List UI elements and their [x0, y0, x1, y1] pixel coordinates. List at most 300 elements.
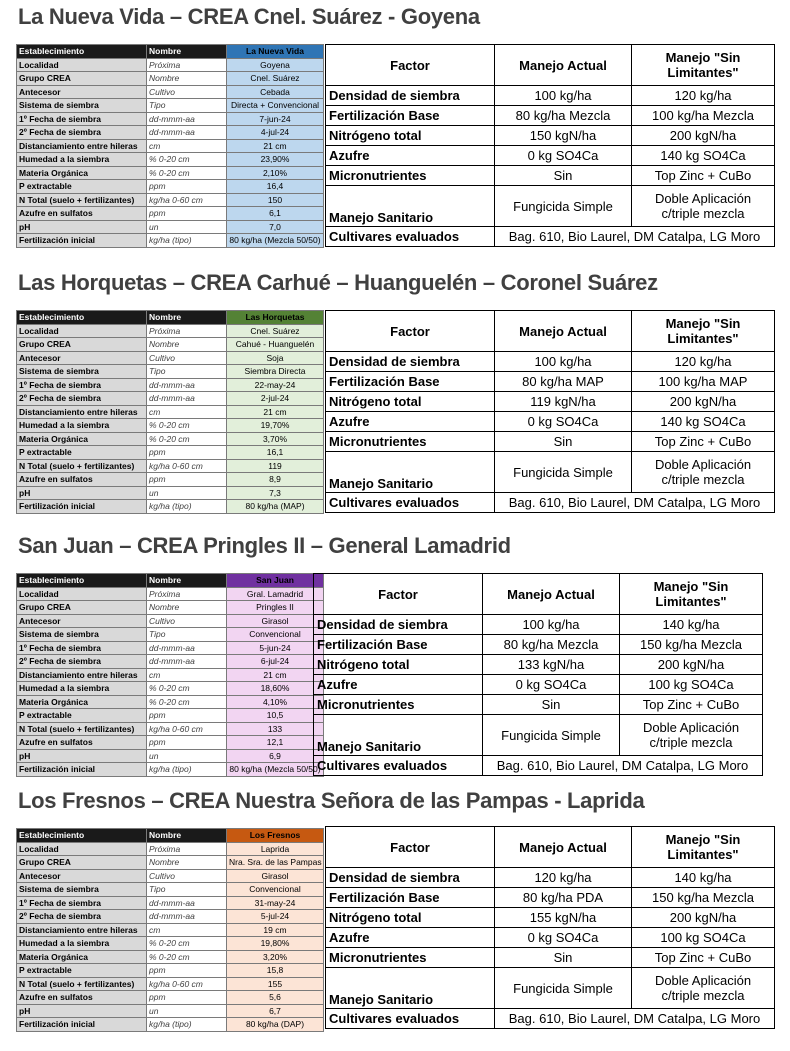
factor-label: Manejo Sanitario	[326, 452, 495, 493]
parameter-value: 155	[227, 977, 324, 991]
table-header-row	[326, 45, 775, 86]
table-row	[17, 1018, 324, 1032]
current-management-value: 150 kgN/ha	[495, 126, 632, 146]
table-header-row	[17, 829, 324, 843]
parameter-label: pH	[17, 220, 147, 234]
current-management-value: 0 kg SO4Ca	[483, 675, 620, 695]
parameter-label: Distanciamiento entre hileras	[17, 139, 147, 153]
parameter-value: 19 cm	[227, 923, 324, 937]
unit-label: Tipo	[147, 628, 227, 642]
management-comparison-table	[325, 310, 775, 513]
factor-label: Densidad de siembra	[326, 868, 495, 888]
parameter-label: Distanciamiento entre hileras	[17, 405, 147, 419]
factor-label: Cultivares evaluados	[314, 756, 483, 776]
table-row	[326, 948, 775, 968]
unit-label: Tipo	[147, 365, 227, 379]
parameter-value: 2-jul-24	[227, 392, 324, 406]
no-limits-value: 140 kg SO4Ca	[632, 412, 775, 432]
unit-label: dd-mmm-aa	[147, 896, 227, 910]
parameter-label: Antecesor	[17, 869, 147, 883]
unit-label: Tipo	[147, 883, 227, 897]
unit-label: ppm	[147, 473, 227, 487]
current-management-value: Sin	[495, 166, 632, 186]
unit-label: kg/ha (tipo)	[147, 763, 227, 777]
no-limits-value: 120 kg/ha	[632, 86, 775, 106]
current-management-value: 80 kg/ha MAP	[495, 372, 632, 392]
site-characteristics-table	[16, 310, 324, 514]
table-header-row	[17, 574, 324, 588]
table-row	[17, 749, 324, 763]
management-comparison-table	[313, 573, 763, 776]
table-row	[17, 950, 324, 964]
parameter-value: 6,1	[227, 207, 324, 221]
parameter-value: 22-may-24	[227, 378, 324, 392]
table-row	[17, 883, 324, 897]
table-row	[314, 715, 763, 756]
factor-label: Densidad de siembra	[314, 615, 483, 635]
table-row	[326, 908, 775, 928]
table-row	[326, 412, 775, 432]
parameter-label: Humedad a la siembra	[17, 937, 147, 951]
table-row	[17, 587, 324, 601]
section-title: San Juan – CREA Pringles II – General Lamadrid	[18, 533, 511, 558]
header-cell: Manejo "Sin Limitantes"	[632, 45, 775, 86]
table-row	[17, 1004, 324, 1018]
table-row	[17, 180, 324, 194]
unit-label: Cultivo	[147, 614, 227, 628]
current-management-value: 0 kg SO4Ca	[495, 412, 632, 432]
parameter-label: Localidad	[17, 58, 147, 72]
no-limits-value: Doble Aplicación c/triple mezcla	[632, 186, 775, 227]
current-management-value: 0 kg SO4Ca	[495, 146, 632, 166]
parameter-value: Cnel. Suárez	[227, 324, 324, 338]
parameter-label: Sistema de siembra	[17, 883, 147, 897]
unit-label: ppm	[147, 446, 227, 460]
parameter-value: 21 cm	[227, 668, 324, 682]
table-row	[17, 614, 324, 628]
table-row	[17, 628, 324, 642]
table-row	[17, 869, 324, 883]
factor-label: Nitrógeno total	[326, 126, 495, 146]
no-limits-value: Top Zinc + CuBo	[632, 166, 775, 186]
parameter-value: Nra. Sra. de las Pampas	[227, 856, 324, 870]
no-limits-value: 120 kg/ha	[632, 352, 775, 372]
parameter-label: Distanciamiento entre hileras	[17, 668, 147, 682]
cultivars-value: Bag. 610, Bio Laurel, DM Catalpa, LG Moro	[495, 1009, 775, 1029]
parameter-value: 7,3	[227, 486, 324, 500]
parameter-label: Materia Orgánica	[17, 695, 147, 709]
table-row	[314, 675, 763, 695]
parameter-value: 18,60%	[227, 682, 324, 696]
factor-label: Azufre	[326, 146, 495, 166]
table-row	[17, 220, 324, 234]
factor-label: Azufre	[326, 412, 495, 432]
parameter-value: 19,80%	[227, 937, 324, 951]
current-management-value: 100 kg/ha	[483, 615, 620, 635]
header-cell: Manejo Actual	[495, 45, 632, 86]
factor-label: Nitrógeno total	[326, 392, 495, 412]
establishment-name-cell: San Juan	[227, 574, 324, 588]
no-limits-value: 140 kg/ha	[632, 868, 775, 888]
unit-label: Nombre	[147, 338, 227, 352]
parameter-label: Localidad	[17, 587, 147, 601]
parameter-label: Humedad a la siembra	[17, 153, 147, 167]
no-limits-value: 200 kgN/ha	[632, 126, 775, 146]
factor-label: Azufre	[326, 928, 495, 948]
parameter-value: 23,90%	[227, 153, 324, 167]
unit-label: kg/ha (tipo)	[147, 1018, 227, 1032]
no-limits-value: 200 kgN/ha	[620, 655, 763, 675]
header-cell: Factor	[314, 574, 483, 615]
factor-label: Micronutrientes	[314, 695, 483, 715]
factor-label: Manejo Sanitario	[326, 968, 495, 1009]
unit-label: dd-mmm-aa	[147, 112, 227, 126]
header-cell: Nombre	[147, 829, 227, 843]
table-row	[17, 937, 324, 951]
unit-label: kg/ha 0-60 cm	[147, 193, 227, 207]
parameter-value: 21 cm	[227, 139, 324, 153]
header-cell: Establecimiento	[17, 574, 147, 588]
parameter-label: Humedad a la siembra	[17, 419, 147, 433]
factor-label: Densidad de siembra	[326, 352, 495, 372]
table-row	[17, 166, 324, 180]
table-header-row	[326, 827, 775, 868]
parameter-label: pH	[17, 486, 147, 500]
parameter-label: 2º Fecha de siembra	[17, 910, 147, 924]
parameter-label: 1º Fecha de siembra	[17, 378, 147, 392]
parameter-label: Azufre en sulfatos	[17, 473, 147, 487]
unit-label: % 0-20 cm	[147, 166, 227, 180]
table-row	[17, 964, 324, 978]
table-row	[314, 756, 763, 776]
no-limits-value: 150 kg/ha Mezcla	[620, 635, 763, 655]
parameter-label: Fertilización inicial	[17, 234, 147, 248]
table-row	[17, 896, 324, 910]
unit-label: % 0-20 cm	[147, 695, 227, 709]
header-cell: Nombre	[147, 574, 227, 588]
parameter-value: 80 kg/ha (MAP)	[227, 500, 324, 514]
parameter-value: 3,20%	[227, 950, 324, 964]
parameter-value: Soja	[227, 351, 324, 365]
site-section	[0, 4, 790, 259]
unit-label: dd-mmm-aa	[147, 655, 227, 669]
parameter-label: Localidad	[17, 324, 147, 338]
unit-label: dd-mmm-aa	[147, 392, 227, 406]
current-management-value: 0 kg SO4Ca	[495, 928, 632, 948]
unit-label: un	[147, 486, 227, 500]
parameter-value: 6,9	[227, 749, 324, 763]
no-limits-value: 100 kg/ha Mezcla	[632, 106, 775, 126]
parameter-value: 19,70%	[227, 419, 324, 433]
unit-label: kg/ha 0-60 cm	[147, 459, 227, 473]
current-management-value: Fungicida Simple	[495, 452, 632, 493]
current-management-value: 80 kg/ha PDA	[495, 888, 632, 908]
table-row	[326, 392, 775, 412]
parameter-label: Azufre en sulfatos	[17, 736, 147, 750]
parameter-value: Pringles II	[227, 601, 324, 615]
current-management-value: Fungicida Simple	[495, 968, 632, 1009]
table-row	[17, 695, 324, 709]
parameter-label: P extractable	[17, 964, 147, 978]
parameter-label: 2º Fecha de siembra	[17, 655, 147, 669]
factor-label: Manejo Sanitario	[314, 715, 483, 756]
table-row	[17, 234, 324, 248]
no-limits-value: Doble Aplicación c/triple mezcla	[632, 968, 775, 1009]
parameter-value: 16,4	[227, 180, 324, 194]
table-row	[17, 977, 324, 991]
table-row	[17, 655, 324, 669]
table-row	[17, 923, 324, 937]
unit-label: un	[147, 749, 227, 763]
table-row	[314, 695, 763, 715]
table-row	[17, 736, 324, 750]
parameter-label: P extractable	[17, 709, 147, 723]
parameter-value: 150	[227, 193, 324, 207]
parameter-value: Convencional	[227, 628, 324, 642]
table-row	[314, 655, 763, 675]
parameter-value: 4,10%	[227, 695, 324, 709]
table-row	[314, 615, 763, 635]
no-limits-value: Top Zinc + CuBo	[632, 432, 775, 452]
unit-label: kg/ha (tipo)	[147, 234, 227, 248]
table-row	[17, 668, 324, 682]
factor-label: Micronutrientes	[326, 432, 495, 452]
parameter-label: Antecesor	[17, 614, 147, 628]
table-row	[326, 928, 775, 948]
table-row	[17, 207, 324, 221]
unit-label: cm	[147, 405, 227, 419]
management-comparison-table	[325, 826, 775, 1029]
section-title: La Nueva Vida – CREA Cnel. Suárez - Goyena	[18, 4, 480, 29]
table-row	[326, 888, 775, 908]
table-row	[17, 459, 324, 473]
unit-label: Cultivo	[147, 85, 227, 99]
header-cell: Establecimiento	[17, 311, 147, 325]
site-characteristics-table	[16, 44, 324, 248]
parameter-label: Azufre en sulfatos	[17, 991, 147, 1005]
header-cell: Manejo "Sin Limitantes"	[632, 827, 775, 868]
unit-label: ppm	[147, 207, 227, 221]
table-row	[17, 72, 324, 86]
unit-label: Cultivo	[147, 351, 227, 365]
parameter-value: 7-jun-24	[227, 112, 324, 126]
unit-label: Próxima	[147, 842, 227, 856]
establishment-name-cell: Las Horquetas	[227, 311, 324, 325]
unit-label: % 0-20 cm	[147, 682, 227, 696]
table-row	[17, 99, 324, 113]
table-row	[17, 58, 324, 72]
table-row	[17, 446, 324, 460]
parameter-label: N Total (suelo + fertilizantes)	[17, 722, 147, 736]
parameter-label: N Total (suelo + fertilizantes)	[17, 193, 147, 207]
parameter-label: Humedad a la siembra	[17, 682, 147, 696]
parameter-label: Grupo CREA	[17, 856, 147, 870]
table-row	[17, 473, 324, 487]
table-row	[17, 85, 324, 99]
header-cell: Manejo Actual	[483, 574, 620, 615]
header-cell: Establecimiento	[17, 45, 147, 59]
current-management-value: 133 kgN/ha	[483, 655, 620, 675]
parameter-label: N Total (suelo + fertilizantes)	[17, 459, 147, 473]
unit-label: cm	[147, 668, 227, 682]
table-header-row	[17, 45, 324, 59]
header-cell: Manejo "Sin Limitantes"	[620, 574, 763, 615]
site-section	[0, 788, 790, 1043]
parameter-value: 31-may-24	[227, 896, 324, 910]
table-row	[17, 641, 324, 655]
unit-label: dd-mmm-aa	[147, 641, 227, 655]
no-limits-value: 100 kg SO4Ca	[632, 928, 775, 948]
parameter-label: pH	[17, 1004, 147, 1018]
table-row	[17, 392, 324, 406]
table-row	[326, 968, 775, 1009]
table-row	[17, 601, 324, 615]
table-row	[17, 709, 324, 723]
parameter-value: 133	[227, 722, 324, 736]
table-row	[326, 1009, 775, 1029]
no-limits-value: 150 kg/ha Mezcla	[632, 888, 775, 908]
parameter-label: P extractable	[17, 180, 147, 194]
parameter-label: Sistema de siembra	[17, 628, 147, 642]
parameter-value: 2,10%	[227, 166, 324, 180]
unit-label: % 0-20 cm	[147, 432, 227, 446]
parameter-value: 16,1	[227, 446, 324, 460]
cultivars-value: Bag. 610, Bio Laurel, DM Catalpa, LG Moro	[495, 227, 775, 247]
section-title: Las Horquetas – CREA Carhué – Huanguelén – Coronel Suárez	[18, 270, 658, 295]
cultivars-value: Bag. 610, Bio Laurel, DM Catalpa, LG Moro	[483, 756, 763, 776]
unit-label: ppm	[147, 180, 227, 194]
parameter-value: 8,9	[227, 473, 324, 487]
parameter-label: Materia Orgánica	[17, 432, 147, 446]
section-title: Los Fresnos – CREA Nuestra Señora de las Pampas - Laprida	[18, 788, 645, 813]
header-cell: Nombre	[147, 45, 227, 59]
parameter-value: 119	[227, 459, 324, 473]
parameter-label: 2º Fecha de siembra	[17, 392, 147, 406]
table-row	[326, 432, 775, 452]
parameter-value: Gral. Lamadrid	[227, 587, 324, 601]
cultivars-value: Bag. 610, Bio Laurel, DM Catalpa, LG Moro	[495, 493, 775, 513]
parameter-value: 5-jul-24	[227, 910, 324, 924]
current-management-value: 155 kgN/ha	[495, 908, 632, 928]
table-header-row	[314, 574, 763, 615]
header-cell: Factor	[326, 311, 495, 352]
parameter-value: 6,7	[227, 1004, 324, 1018]
no-limits-value: 140 kg/ha	[620, 615, 763, 635]
parameter-value: Siembra Directa	[227, 365, 324, 379]
no-limits-value: 100 kg/ha MAP	[632, 372, 775, 392]
parameter-value: 21 cm	[227, 405, 324, 419]
header-cell: Factor	[326, 45, 495, 86]
table-header-row	[326, 311, 775, 352]
header-cell: Manejo Actual	[495, 827, 632, 868]
current-management-value: 100 kg/ha	[495, 86, 632, 106]
table-row	[17, 419, 324, 433]
current-management-value: Sin	[495, 432, 632, 452]
table-header-row	[17, 311, 324, 325]
table-row	[17, 910, 324, 924]
parameter-label: Sistema de siembra	[17, 365, 147, 379]
no-limits-value: 200 kgN/ha	[632, 908, 775, 928]
table-row	[17, 139, 324, 153]
factor-label: Nitrógeno total	[326, 908, 495, 928]
table-row	[17, 378, 324, 392]
table-row	[17, 112, 324, 126]
parameter-label: 1º Fecha de siembra	[17, 112, 147, 126]
parameter-value: 10,5	[227, 709, 324, 723]
parameter-value: Laprida	[227, 842, 324, 856]
no-limits-value: 100 kg SO4Ca	[620, 675, 763, 695]
header-cell: Factor	[326, 827, 495, 868]
current-management-value: Sin	[483, 695, 620, 715]
factor-label: Cultivares evaluados	[326, 493, 495, 513]
factor-label: Micronutrientes	[326, 166, 495, 186]
parameter-label: Azufre en sulfatos	[17, 207, 147, 221]
table-row	[17, 193, 324, 207]
parameter-label: Fertilización inicial	[17, 1018, 147, 1032]
current-management-value: Sin	[495, 948, 632, 968]
parameter-value: Directa + Convencional	[227, 99, 324, 113]
establishment-name-cell: Los Fresnos	[227, 829, 324, 843]
parameter-value: Girasol	[227, 869, 324, 883]
current-management-value: 119 kgN/ha	[495, 392, 632, 412]
unit-label: Próxima	[147, 587, 227, 601]
parameter-label: P extractable	[17, 446, 147, 460]
table-row	[17, 153, 324, 167]
table-row	[326, 186, 775, 227]
parameter-label: Fertilización inicial	[17, 500, 147, 514]
factor-label: Fertilización Base	[326, 106, 495, 126]
parameter-value: 3,70%	[227, 432, 324, 446]
unit-label: % 0-20 cm	[147, 950, 227, 964]
header-cell: Establecimiento	[17, 829, 147, 843]
no-limits-value: Doble Aplicación c/triple mezcla	[620, 715, 763, 756]
current-management-value: 80 kg/ha Mezcla	[483, 635, 620, 655]
parameter-label: Materia Orgánica	[17, 950, 147, 964]
unit-label: Tipo	[147, 99, 227, 113]
factor-label: Manejo Sanitario	[326, 186, 495, 227]
table-row	[17, 763, 324, 777]
parameter-value: 5-jun-24	[227, 641, 324, 655]
site-section	[0, 270, 790, 525]
table-row	[17, 722, 324, 736]
parameter-value: 7,0	[227, 220, 324, 234]
header-cell: Manejo "Sin Limitantes"	[632, 311, 775, 352]
parameter-value: 4-jul-24	[227, 126, 324, 140]
parameter-value: 80 kg/ha (DAP)	[227, 1018, 324, 1032]
management-comparison-table	[325, 44, 775, 247]
factor-label: Micronutrientes	[326, 948, 495, 968]
unit-label: Próxima	[147, 58, 227, 72]
table-row	[17, 486, 324, 500]
current-management-value: 120 kg/ha	[495, 868, 632, 888]
parameter-value: 80 kg/ha (Mezcla 50/50)	[227, 234, 324, 248]
no-limits-value: 140 kg SO4Ca	[632, 146, 775, 166]
no-limits-value: Top Zinc + CuBo	[632, 948, 775, 968]
header-cell: Manejo Actual	[495, 311, 632, 352]
table-row	[314, 635, 763, 655]
factor-label: Fertilización Base	[326, 888, 495, 908]
table-row	[17, 365, 324, 379]
header-cell: Nombre	[147, 311, 227, 325]
current-management-value: 80 kg/ha Mezcla	[495, 106, 632, 126]
table-row	[17, 338, 324, 352]
parameter-label: Grupo CREA	[17, 72, 147, 86]
table-row	[326, 352, 775, 372]
parameter-value: Cnel. Suárez	[227, 72, 324, 86]
unit-label: Nombre	[147, 72, 227, 86]
unit-label: dd-mmm-aa	[147, 378, 227, 392]
parameter-label: 2º Fecha de siembra	[17, 126, 147, 140]
